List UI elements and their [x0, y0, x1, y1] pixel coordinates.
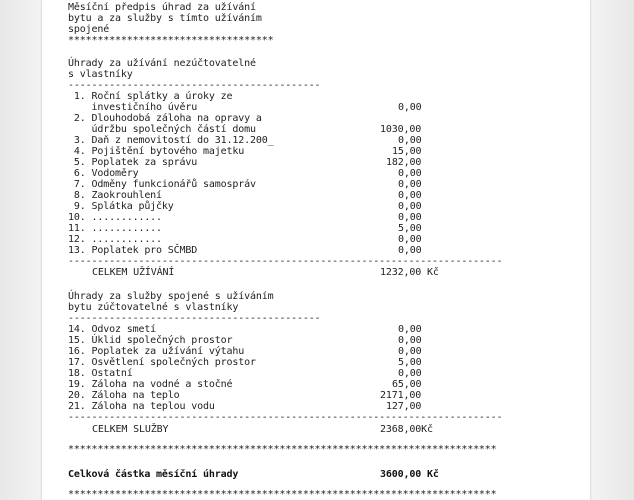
item-7-value: 0,00: [398, 179, 422, 190]
item-1-label-2: investičního úvěru: [68, 102, 198, 113]
item-5-value: 182,00: [386, 157, 422, 168]
item-19-value: 65,00: [392, 379, 422, 390]
item-5-label: 5. Poplatek za správu: [68, 157, 198, 168]
section1-dash-line: -------------------------------------------: [68, 80, 321, 91]
item-10-label: 10. ............: [68, 212, 162, 223]
item-14-value: 0,00: [398, 324, 422, 335]
title-line-1: Měsíční předpis úhrad za užívání: [68, 2, 256, 13]
item-17-value: 5,00: [398, 357, 422, 368]
item-9-label: 9. Splátka půjčky: [68, 201, 174, 212]
summary-label: Celková částka měsíční úhrady: [68, 469, 239, 480]
item-8-label: 8. Zaokrouhlení: [68, 190, 162, 201]
item-13-value: 0,00: [398, 245, 422, 256]
section2-heading-1: Úhrady za služby spojené s užíváním: [68, 291, 274, 302]
scan-margin-left: [0, 0, 42, 500]
item-21-value: 127,00: [386, 401, 422, 412]
separator-stars: ***********************************: [68, 35, 274, 46]
item-13-label: 13. Poplatek pro SČMBD: [68, 245, 198, 256]
item-12-label: 12. ............: [68, 234, 162, 245]
section1-total-label: CELKEM UŽÍVÁNÍ: [92, 267, 175, 278]
item-4-label: 4. Pojištění bytového majetku: [68, 146, 245, 157]
item-2-value: 1030,00: [380, 124, 422, 135]
item-15-value: 0,00: [398, 335, 422, 346]
section2-dash-line: -------------------------------------------: [68, 313, 321, 324]
item-7-label: 7. Odměny funkcionářů samospráv: [68, 179, 256, 190]
title-line-2: bytu a za služby s tímto užíváním: [68, 13, 262, 24]
item-20-value: 2171,00: [380, 390, 422, 401]
item-11-value: 5,00: [398, 223, 422, 234]
item-15-label: 15. Úklid společných prostor: [68, 335, 233, 346]
item-2-label: 2. Dlouhodobá záloha na opravy a: [68, 113, 262, 124]
item-1-value: 0,00: [398, 102, 422, 113]
statement-document: [68, 0, 568, 500]
item-16-value: 0,00: [398, 346, 422, 357]
item-2-label-2: údržbu společných částí domu: [68, 124, 256, 135]
item-3-value: 0,00: [398, 135, 422, 146]
item-18-label: 18. Ostatní: [68, 368, 133, 379]
item-18-value: 0,00: [398, 368, 422, 379]
item-3-label: 3. Daň z nemovitostí do 31.12.200_: [68, 135, 274, 146]
section2-total-label: CELKEM SLUŽBY: [92, 424, 169, 435]
item-14-label: 14. Odvoz smetí: [68, 324, 157, 335]
item-6-label: 6. Vodoměry: [68, 168, 139, 179]
item-8-value: 0,00: [398, 190, 422, 201]
summary-value: 3600,00 Kč: [380, 469, 439, 480]
scan-margin-right: [590, 0, 634, 500]
section1-heading-2: s vlastníky: [68, 69, 133, 80]
section2-heading-2: bytu zúčtovatelné s vlastníky: [68, 302, 239, 313]
item-9-value: 0,00: [398, 201, 422, 212]
section1-total-value: 1232,00 Kč: [380, 267, 439, 278]
item-1-label: 1. Roční splátky a úroky ze: [68, 91, 233, 102]
section1-total-dash-line: --------------------------------------------------------------------------: [68, 256, 503, 267]
item-19-label: 19. Záloha na vodné a stočné: [68, 379, 233, 390]
item-16-label: 16. Poplatek za užívání výtahu: [68, 346, 245, 357]
item-10-value: 0,00: [398, 212, 422, 223]
section1-heading-1: Úhrady za užívání nezúčtovatelné: [68, 58, 256, 69]
item-12-value: 0,00: [398, 234, 422, 245]
title-line-3: spojené: [68, 24, 110, 35]
item-21-label: 21. Záloha na teplou vodu: [68, 401, 215, 412]
item-11-label: 11. ............: [68, 223, 162, 234]
item-6-value: 0,00: [398, 168, 422, 179]
summary-stars-top: *************************************************************************: [68, 444, 497, 455]
item-4-value: 15,00: [392, 146, 422, 157]
section2-total-value: 2368,00Kč: [380, 424, 433, 435]
item-20-label: 20. Záloha na teplo: [68, 390, 180, 401]
item-17-label: 17. Osvětlení společných prostor: [68, 357, 256, 368]
summary-stars-bottom: *************************************************************************: [68, 489, 497, 500]
section2-total-dash-line: --------------------------------------------------------------------------: [68, 412, 503, 423]
